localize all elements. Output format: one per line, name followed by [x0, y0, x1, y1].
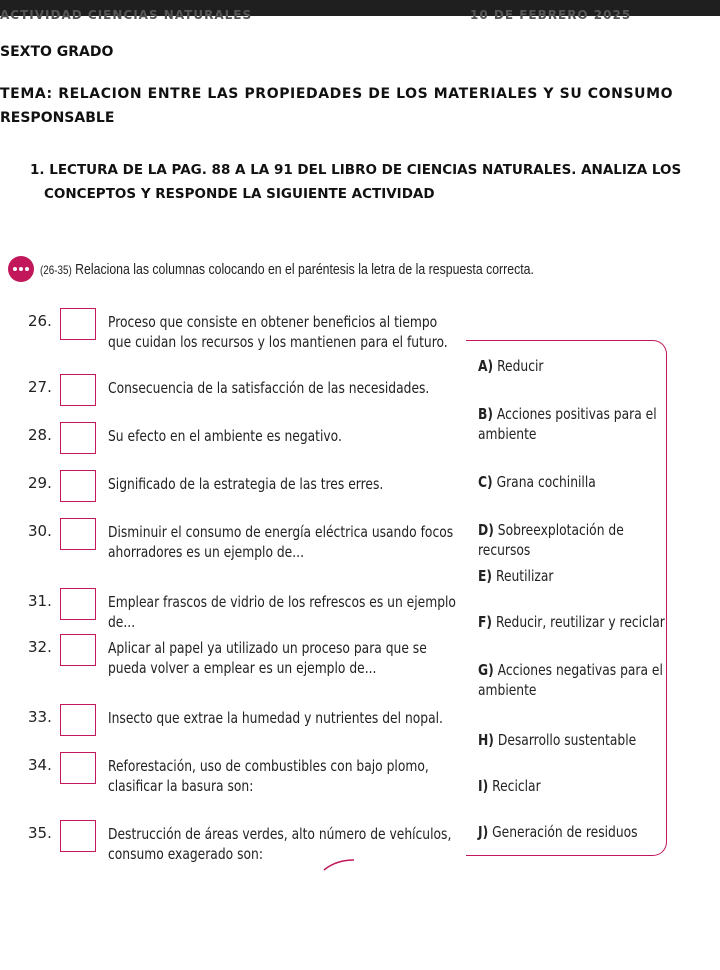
question-number: 31. — [28, 592, 52, 610]
answer-option — [478, 822, 675, 842]
question-text: Significado de la estrategia de las tres erres. — [108, 475, 384, 493]
question-number: 35. — [28, 824, 52, 842]
answer-box[interactable] — [60, 374, 96, 406]
answer-letter: A) — [478, 357, 494, 375]
answer-box[interactable] — [60, 422, 96, 454]
answer-letter: D) — [478, 521, 494, 539]
answer-letter: F) — [478, 613, 493, 631]
question-text: Emplear frascos de vidrio de los refrescos es un ejemplo de... — [108, 593, 456, 631]
question-text: Disminuir el consumo de energía eléctrica usando focos ahorradores es un ejemplo de... — [108, 523, 454, 561]
question-number: 26. — [28, 312, 52, 330]
grade-heading: SEXTO GRADO — [0, 44, 114, 60]
question-number: 29. — [28, 474, 52, 492]
question-number: 30. — [28, 522, 52, 540]
answer-option — [478, 730, 675, 750]
answer-text: Acciones positivas para el ambiente — [478, 405, 657, 443]
question-text: Consecuencia de la satisfacción de las necesidades. — [108, 379, 430, 397]
answer-box[interactable] — [60, 588, 96, 620]
answer-box[interactable] — [60, 704, 96, 736]
activity-instruction — [40, 261, 534, 278]
answer-text: Grana cochinilla — [496, 473, 596, 491]
topic-line-1: TEMA: RELACION ENTRE LAS PROPIEDADES DE LOS MATERIALES Y SU CONSUMO — [0, 86, 674, 102]
answer-option — [478, 566, 675, 586]
answer-letter: J) — [478, 823, 489, 841]
instruction-line-2: CONCEPTOS Y RESPONDE LA SIGUIENTE ACTIVIDAD — [44, 186, 435, 202]
answer-letter: C) — [478, 473, 493, 491]
answer-text: Generación de residuos — [492, 823, 638, 841]
answer-text: Acciones negativas para el ambiente — [478, 661, 663, 699]
question-number: 27. — [28, 378, 52, 396]
answer-box[interactable] — [60, 634, 96, 666]
answer-text: Reducir, reutilizar y reciclar — [495, 613, 665, 631]
answer-box[interactable] — [60, 752, 96, 784]
answer-option — [478, 612, 675, 632]
topic-line-2: RESPONSABLE — [0, 110, 115, 126]
question-text: Destrucción de áreas verdes, alto número de vehículos, consumo exagerado son: — [108, 825, 452, 863]
answer-option — [478, 776, 675, 796]
question-text: Aplicar al papel ya utilizado un proceso para que se pueda volver a emplear es un ejemplo de... — [108, 639, 427, 677]
answer-letter: E) — [478, 567, 493, 585]
question-number: 33. — [28, 708, 52, 726]
answer-box[interactable] — [60, 518, 96, 550]
activity-badge-icon — [8, 256, 34, 282]
activity-text: Relaciona las columnas colocando en el paréntesis la letra de la respuesta correcta. — [75, 261, 534, 278]
answer-letter: B) — [478, 405, 494, 423]
pen-stroke-mark — [322, 858, 356, 872]
answer-option — [478, 404, 675, 444]
activity-range: (26-35) — [40, 263, 72, 277]
answer-text: Desarrollo sustentable — [497, 731, 637, 749]
question-number: 28. — [28, 426, 52, 444]
question-text: Insecto que extrae la humedad y nutrientes del nopal. — [108, 709, 443, 727]
question-text: Reforestación, uso de combustibles con bajo plomo, clasificar la basura son: — [108, 757, 429, 795]
answer-text: Reutilizar — [495, 567, 554, 585]
question-number: 34. — [28, 756, 52, 774]
answer-option — [478, 356, 675, 376]
answer-option — [478, 520, 675, 560]
answer-box[interactable] — [60, 308, 96, 340]
question-text: Proceso que consiste en obtener beneficios al tiempo que cuidan los recursos y los mantienen para el futuro. — [108, 313, 448, 351]
answer-box[interactable] — [60, 470, 96, 502]
header-activity-label: ACTIVIDAD CIENCIAS NATURALES — [0, 8, 253, 22]
answer-letter: H) — [478, 731, 494, 749]
answer-letter: I) — [478, 777, 489, 795]
answer-letter: G) — [478, 661, 494, 679]
answer-box[interactable] — [60, 820, 96, 852]
header-date: 10 DE FEBRERO 2025 — [470, 8, 632, 22]
instruction-line-1: 1. LECTURA DE LA PAG. 88 A LA 91 DEL LIBRO DE CIENCIAS NATURALES. ANALIZA LOS — [30, 162, 682, 178]
question-number: 32. — [28, 638, 52, 656]
answer-text: Reducir — [497, 357, 544, 375]
answer-text: Sobreexplotación de recursos — [478, 521, 624, 559]
answer-text: Reciclar — [492, 777, 541, 795]
question-text: Su efecto en el ambiente es negativo. — [108, 427, 342, 445]
answer-option — [478, 472, 675, 492]
answer-option — [478, 660, 675, 700]
